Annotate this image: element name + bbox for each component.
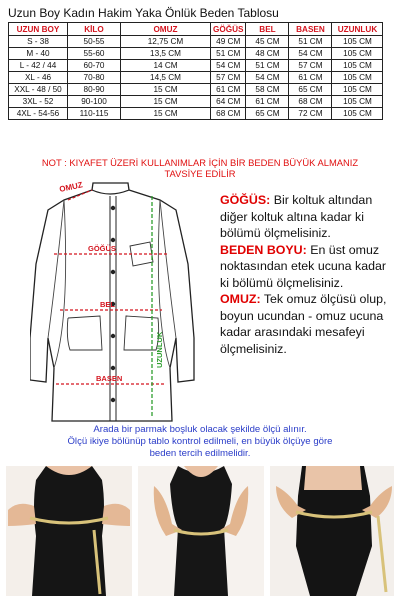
table-cell: 45 CM [246,36,289,48]
table-cell: 48 CM [246,48,289,60]
table-cell: 61 CM [246,96,289,108]
size-table [8,22,383,120]
table-cell: 65 CM [289,84,332,96]
instruction-line: Ölçü ikiye bölünüp tablo kontrol edilmeli, en büyük ölçüye göre [67,436,333,447]
table-cell: 64 CM [211,96,246,108]
table-cell: 55-60 [68,48,121,60]
explanation-key: BEDEN BOYU: [220,242,307,257]
table-cell: 72 CM [289,108,332,120]
table-cell: 12,75 CM [121,36,211,48]
table-cell: 57 CM [211,72,246,84]
table-row [9,72,383,84]
table-cell: 54 CM [289,48,332,60]
column-header: BEL [246,23,289,36]
table-cell: XL - 46 [9,72,68,84]
explanation-text: En üst omuz noktasından etek ucuna kadar ki bölümü ölçmelisiniz. [220,242,387,290]
seam-line [54,200,66,368]
photo-chest-measure [6,466,132,596]
table-cell: 54 CM [211,60,246,72]
measuring-instructions [0,424,400,460]
fit-note [0,157,400,179]
column-header: UZUNLUK [332,23,383,36]
table-cell: 110-115 [68,108,121,120]
table-cell: 65 CM [246,108,289,120]
table-cell: 15 CM [121,96,211,108]
column-header: BASEN [289,23,332,36]
table-cell: 15 CM [121,108,211,120]
table-cell: 61 CM [289,72,332,84]
table-cell: 14,5 CM [121,72,211,84]
column-header: UZUN BOY [9,23,68,36]
gogus-label: GÖĞÜS [88,244,116,253]
table-cell: 13,5 CM [121,48,211,60]
table-cell: 14 CM [121,60,211,72]
seam-line [160,200,176,338]
table-cell: 70-80 [68,72,121,84]
seam-line [48,200,64,338]
table-cell: 105 CM [332,96,383,108]
column-header: OMUZ [121,23,211,36]
page-title: Uzun Boy Kadın Hakim Yaka Önlük Beden Tablosu [8,6,279,20]
table-row [9,84,383,96]
explanation-text: Tek omuz ölçüsü olup, boyun ucundan - omuz ucuna kadar arasındaki mesafeyi ölçmelisiniz. [220,292,387,356]
table-cell: 51 CM [211,48,246,60]
table-cell: 105 CM [332,60,383,72]
explanation-key: GÖĞÜS: [220,193,271,207]
photo-hip-measure [270,466,394,596]
table-cell: 3XL - 52 [9,96,68,108]
table-cell: 68 CM [289,96,332,108]
explanation-text: Bir koltuk altından diğer koltuk altına kadar ki bölümü ölçmelisiniz. [220,193,373,240]
jacket-diagram [30,178,210,423]
table-cell: 105 CM [332,36,383,48]
table-row [9,108,383,120]
table-cell: 50-55 [68,36,121,48]
note-line: NOT : KIYAFET ÜZERİ KULLANIMLAR İÇİN BİR BEDEN BÜYÜK ALMANIZ [41,157,359,168]
table-cell: 80-90 [68,84,121,96]
table-cell: 61 CM [211,84,246,96]
collar-line [92,190,129,194]
table-row [9,36,383,48]
column-header: KİLO [68,23,121,36]
table-cell: 57 CM [289,60,332,72]
table-cell: L - 42 / 44 [9,60,68,72]
table-cell: 68 CM [211,108,246,120]
instruction-line: beden tercih edilmelidir. [149,448,251,459]
explanation-item [220,291,398,357]
table-cell: 4XL - 54-56 [9,108,68,120]
table-cell: S - 38 [9,36,68,48]
table-cell: 60-70 [68,60,121,72]
table-cell: 49 CM [211,36,246,48]
table-row [9,60,383,72]
lower-pocket-left [67,316,102,350]
photo-waist-measure [138,466,264,596]
table-cell: 90-100 [68,96,121,108]
omuz-label: OMUZ [58,180,84,194]
table-cell: 51 CM [289,36,332,48]
table-cell: 15 CM [121,84,211,96]
table-cell: 51 CM [246,60,289,72]
table-header-row [9,23,383,36]
explanation-item [220,192,398,242]
table-cell: 105 CM [332,72,383,84]
table-cell: 105 CM [332,108,383,120]
table-cell: 54 CM [246,72,289,84]
basen-label: BASEN [96,374,123,383]
measuring-photos [6,466,394,596]
table-row [9,96,383,108]
lower-pocket-right [124,316,159,350]
uzunluk-label: UZUNLUK [155,331,164,368]
bel-label: BEL [100,300,115,309]
table-cell: XXL - 48 / 50 [9,84,68,96]
explanation-item [220,242,398,292]
note-line: TAVSİYE EDİLİR [164,168,236,179]
table-cell: 105 CM [332,48,383,60]
column-header: GÖĞÜS [211,23,246,36]
measurement-explanations [220,192,398,357]
table-row [9,48,383,60]
instruction-line: Arada bir parmak boşluk olacak şekilde ölçü alınır. [93,424,307,435]
explanation-key: OMUZ: [220,292,261,306]
table-cell: M - 40 [9,48,68,60]
table-cell: 105 CM [332,84,383,96]
table-cell: 58 CM [246,84,289,96]
